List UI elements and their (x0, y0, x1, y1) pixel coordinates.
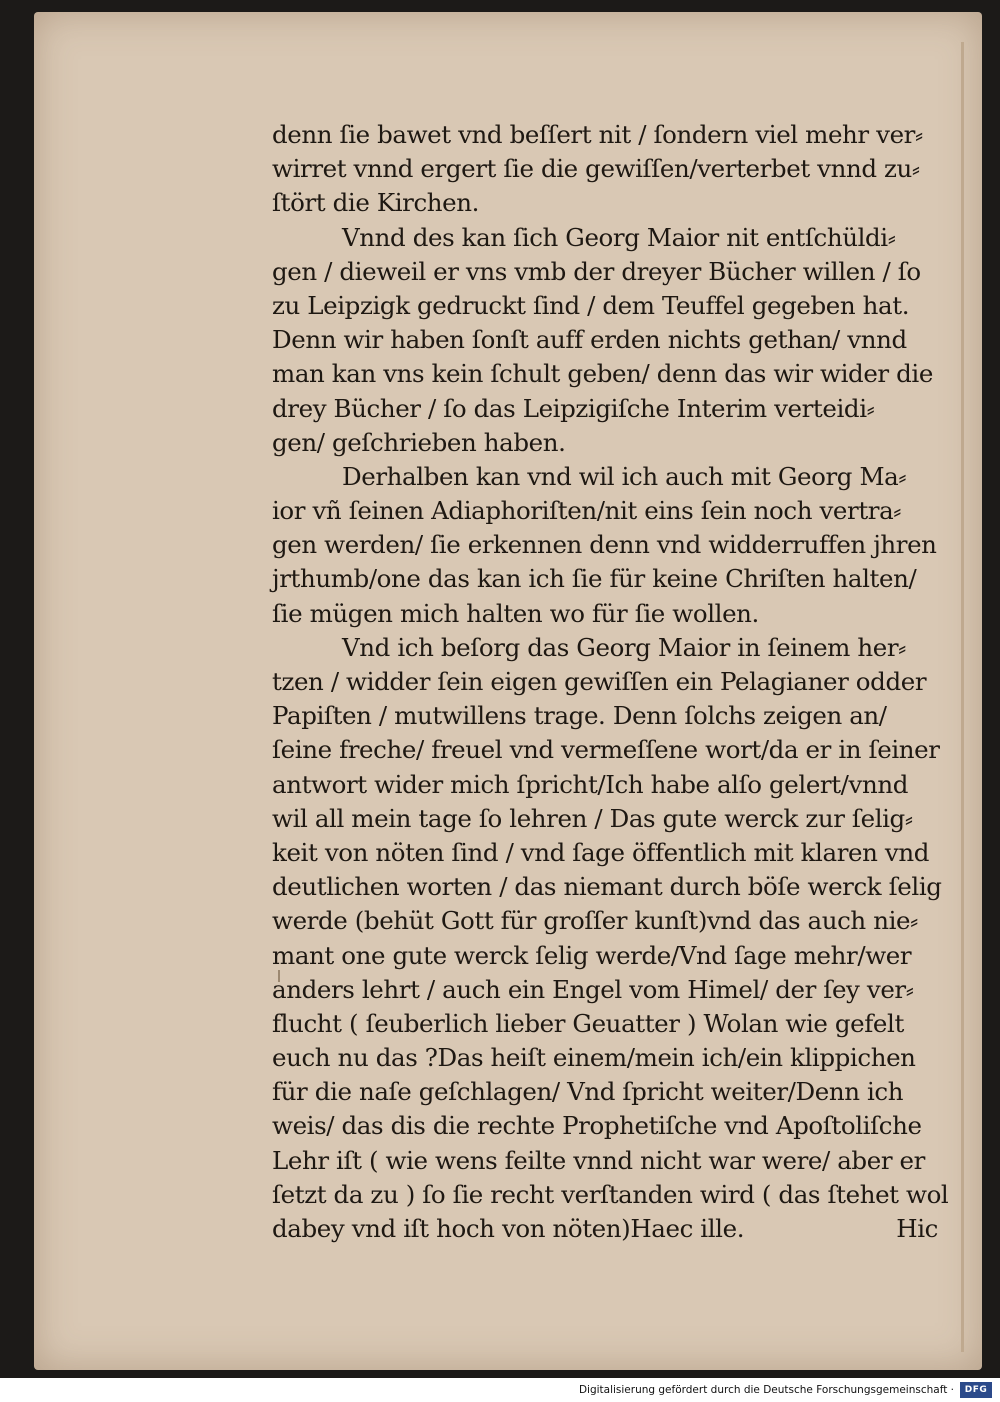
text-line: Lehr iſt ( wie wens feilte vnnd nicht war were/ aber er (272, 1145, 925, 1175)
text-line: mant one gute werck ſelig werde/Vnd ſage mehr/wer (272, 940, 912, 970)
last-line (272, 1212, 944, 1246)
text-block (272, 118, 949, 1246)
text-line: jrthumb/one das kan ich ſie für keine Chriſten halten/ (272, 564, 917, 594)
text-line: ſetzt da zu ) ſo ſie recht verſtanden wird ( das ſtehet wol (272, 1179, 949, 1209)
text-line: dabey vnd iſt hoch von nöten)Haec ille. (272, 1214, 745, 1243)
text-line: wil all mein tage ſo lehren / Das gute werck zur ſelig⸗ (272, 803, 913, 833)
text-line: Papiſten / mutwillens trage. Denn ſolchs zeigen an/ (272, 701, 887, 731)
page-edge (961, 42, 964, 1352)
text-line: euch nu das ?Das heiſt einem/mein ich/ein klippichen (272, 1043, 916, 1073)
text-line: gen/ geſchrieben haben. (272, 427, 566, 457)
text-line: Derhalben kan vnd wil ich auch mit Georg Ma⸗ (342, 461, 907, 491)
text-line: ſie mügen mich halten wo für ſie wollen. (272, 598, 759, 628)
text-line: denn ſie bawet vnd beſſert nit / ſondern viel mehr ver⸗ (272, 120, 923, 149)
text-line: tzen / widder ſein eigen gewiſſen ein Pelagianer odder (272, 667, 927, 696)
dfg-logo: DFG (960, 1382, 992, 1398)
text-line: werde (behüt Gott für groſſer kunſt)vnd das auch nie⸗ (272, 906, 918, 936)
text-line: ſtört die Kirchen. (272, 188, 480, 218)
catchword: Hic (896, 1214, 938, 1243)
text-line: keit von nöten ſind / vnd ſage öffentlich mit klaren vnd (272, 837, 929, 867)
text-line: zu Leipzigk gedruckt ſind / dem Teuffel gegeben hat. (272, 290, 910, 320)
text-line: drey Bücher / ſo das Leipzigiſche Interim verteidi⸗ (272, 393, 875, 423)
text-line: Vnd ich beſorg das Georg Maior in ſeinem her⸗ (342, 632, 906, 662)
text-line: ſeine freche/ freuel vnd vermeſſene wort/da er in ſeiner (272, 735, 940, 765)
text-line: flucht ( ſeuberlich lieber Geuatter ) Wolan wie gefelt (272, 1008, 904, 1038)
text-line: gen / dieweil er vns vmb der dreyer Bücher willen / ſo (272, 256, 921, 286)
footer-credit: Digitalisierung gefördert durch die Deutsche Forschungsgemeinschaft · (578, 1384, 954, 1396)
text-line: wirret vnnd ergert ſie die gewiſſen/verterbet vnnd zu⸗ (272, 154, 920, 184)
text-line: anders lehrt / auch ein Engel vom Himel/ der ſey ver⸗ (272, 974, 914, 1004)
text-line: ior vñ ſeinen Adiaphoriſten/nit eins ſein noch vertra⸗ (272, 496, 902, 526)
text-line: man kan vns kein ſchult geben/ denn das wir wider die (272, 359, 933, 389)
text-line: Denn wir haben ſonſt auff erden nichts gethan/ vnnd (272, 325, 907, 355)
text-line: antwort wider mich ſpricht/Ich habe alſo gelert/vnnd (272, 769, 909, 799)
text-line: weis/ das dis die rechte Prophetiſche vnd Apoſtoliſche (272, 1111, 922, 1141)
text-line: deutlichen worten / das niemant durch böſe werck ſelig (272, 872, 942, 902)
text-line: gen werden/ ſie erkennen denn vnd widderruffen jhren (272, 530, 937, 560)
text-line: für die naſe geſchlagen/ Vnd ſpricht weiter/Denn ich (272, 1077, 904, 1107)
text-line: Vnnd des kan ſich Georg Maior nit entſchüldi⸗ (342, 222, 896, 252)
footer-bar (0, 1378, 1000, 1402)
